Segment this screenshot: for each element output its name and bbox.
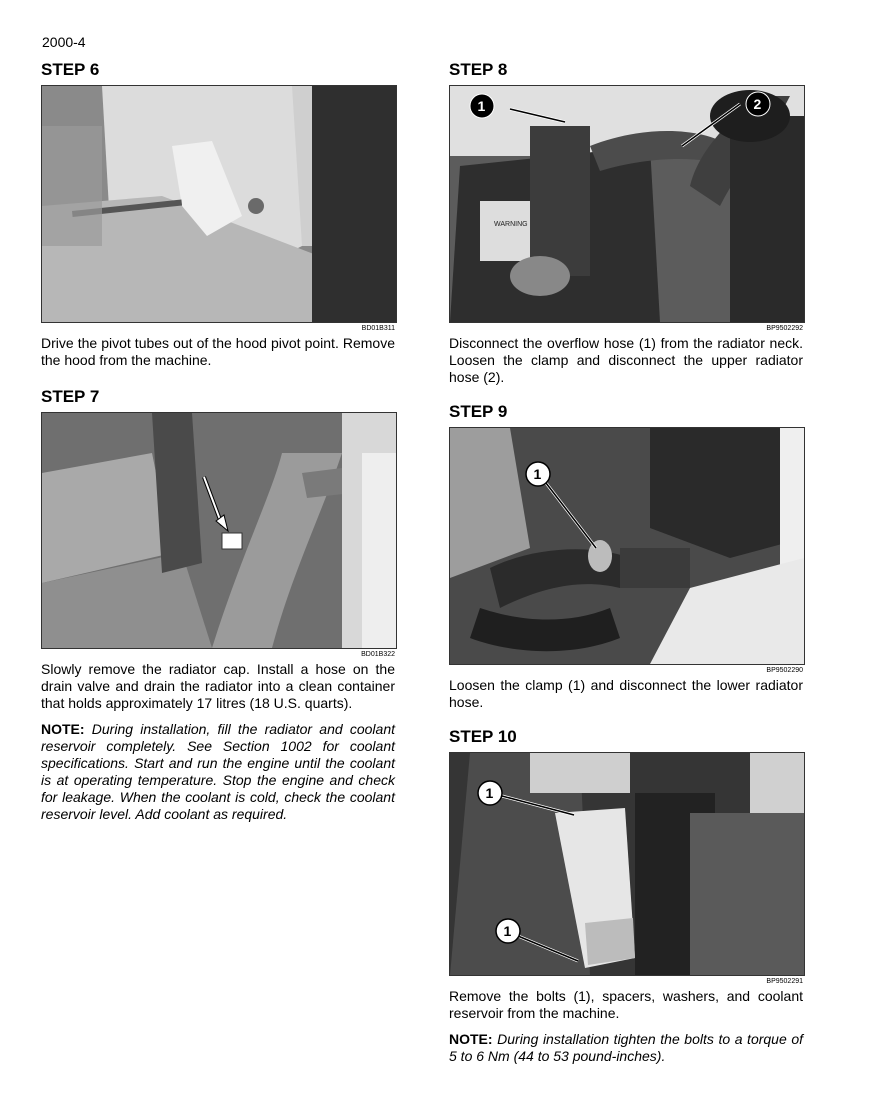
step-9-callout-1 xyxy=(526,462,550,486)
step-10-note-label: NOTE: xyxy=(449,1031,493,1047)
step-6-title: STEP 6 xyxy=(41,60,100,79)
step-7-note-label: NOTE: xyxy=(41,721,85,737)
step-10-callout-1-top xyxy=(478,781,502,805)
step-7-note xyxy=(41,721,395,823)
step-7 xyxy=(41,387,395,823)
svg-text:2: 2 xyxy=(753,96,762,112)
step-8-illustration xyxy=(450,86,804,322)
step-9-photo xyxy=(449,427,805,665)
step-7-description: Slowly remove the radiator cap. Install a hose on the drain valve and drain the radiator into a clean container that holds approximately 17 litres (18 U.S. quarts). xyxy=(41,661,395,711)
step-9-title: STEP 9 xyxy=(449,402,508,421)
step-9 xyxy=(449,402,803,711)
step-8-callout-1 xyxy=(470,94,494,118)
step-8-warning-label: WARNING xyxy=(494,221,528,228)
step-7-figure-id: BD01B322 xyxy=(361,651,395,658)
left-column xyxy=(41,60,395,823)
step-10-description: Remove the bolts (1), spacers, washers, and coolant reservoir from the machine. xyxy=(449,988,803,1021)
step-6 xyxy=(41,60,395,369)
svg-text:1: 1 xyxy=(485,785,494,801)
svg-text:1: 1 xyxy=(533,466,542,482)
step-9-figure-id: BP9502290 xyxy=(766,667,803,674)
step-6-photo xyxy=(41,85,397,323)
step-10-callout-1-bottom xyxy=(496,919,520,943)
step-6-description: Drive the pivot tubes out of the hood pivot point. Remove the hood from the machine. xyxy=(41,335,395,368)
step-7-title: STEP 7 xyxy=(41,387,100,406)
step-10-photo xyxy=(449,752,805,976)
step-9-illustration xyxy=(450,428,804,664)
step-10-note xyxy=(449,1031,803,1065)
svg-text:1: 1 xyxy=(477,98,486,114)
step-10-note-text: During installation tighten the bolts to a torque of 5 to 6 Nm (44 to 53 pound-inches). xyxy=(449,1031,803,1064)
step-10-illustration xyxy=(450,753,804,975)
step-10-title: STEP 10 xyxy=(449,727,517,746)
step-8 xyxy=(449,60,803,386)
svg-text:1: 1 xyxy=(503,923,512,939)
step-8-figure-id: BP9502292 xyxy=(766,325,803,332)
step-7-photo xyxy=(41,412,397,649)
step-9-description: Loosen the clamp (1) and disconnect the lower radiator hose. xyxy=(449,677,803,710)
step-6-figure-id: BD01B311 xyxy=(361,325,395,332)
step-6-illustration xyxy=(42,86,396,322)
step-8-title: STEP 8 xyxy=(449,60,508,79)
step-7-note-text: During installation, fill the radiator and coolant reservoir completely. See Section 1002 for coolant specifications. Start and run the engine until the coolant is at operating temperature. Stop the engine and check for leakage. When the coolant is cold, check the coolant reservoir level. Add coolant as required. xyxy=(41,721,395,822)
step-7-illustration xyxy=(42,413,396,648)
step-8-photo xyxy=(449,85,805,323)
step-8-description: Disconnect the overflow hose (1) from the radiator neck. Loosen the clamp and disconnect the upper radiator hose (2). xyxy=(449,335,803,385)
step-10 xyxy=(449,727,803,1065)
step-8-callout-2 xyxy=(746,92,770,116)
page-number: 2000-4 xyxy=(42,34,86,50)
step-10-figure-id: BP9502291 xyxy=(766,978,803,985)
right-column xyxy=(449,60,803,1065)
